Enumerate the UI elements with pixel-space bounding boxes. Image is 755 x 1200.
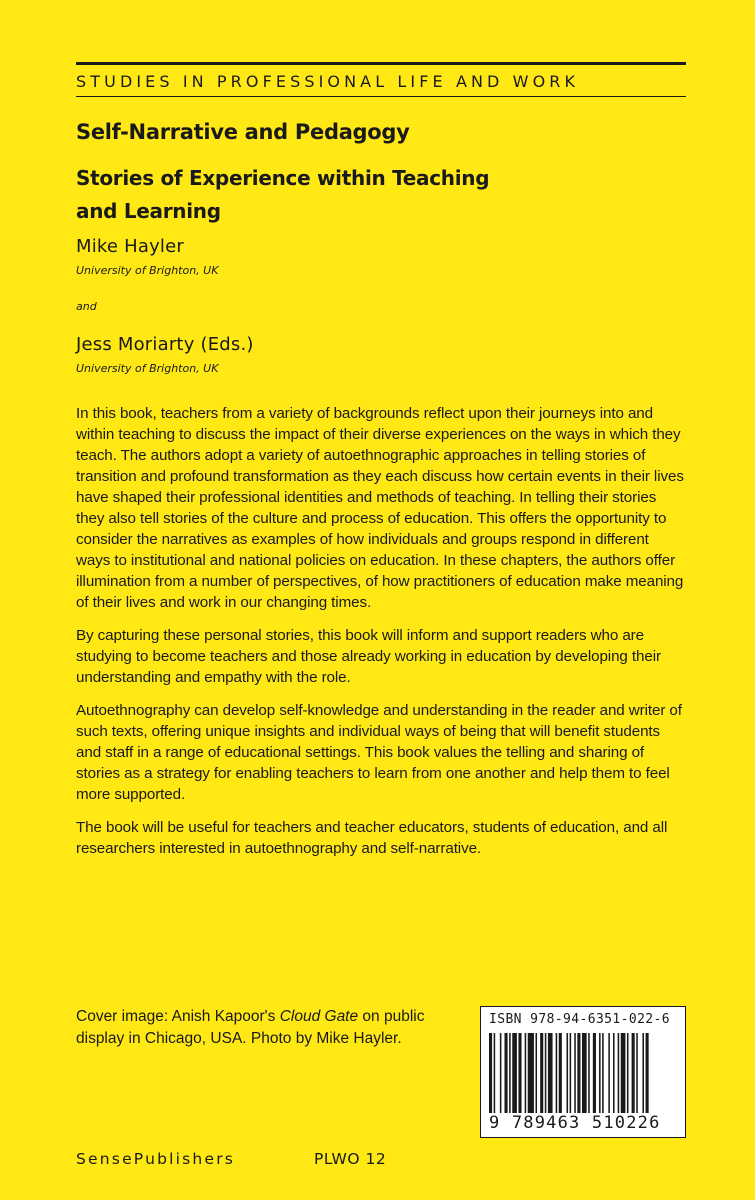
barcode-bar bbox=[518, 1033, 521, 1113]
barcode-image bbox=[487, 1033, 681, 1113]
bottom-rule bbox=[76, 96, 686, 97]
barcode-bar bbox=[512, 1033, 517, 1113]
barcode-bar bbox=[500, 1033, 502, 1113]
barcode-bar bbox=[582, 1033, 587, 1113]
description-paragraph: Autoethnography can develop self-knowledge and understanding in the reader and writer of such texts, offering unique insights and individual ways of being that will benefit students and staff in a range of educational settings. This book values the telling and sharing of stories as a strategy for enabling teachers to learn from one another and help them to feel more supported. bbox=[76, 702, 682, 803]
author-name-2: Jess Moriarty (Eds.) bbox=[76, 334, 254, 355]
barcode-bar bbox=[509, 1033, 511, 1113]
book-description bbox=[76, 403, 686, 871]
cover-image-credit bbox=[76, 1006, 456, 1050]
barcode-bar bbox=[528, 1033, 534, 1113]
barcode-bar bbox=[618, 1033, 620, 1113]
credit-artwork-title: Cloud Gate bbox=[279, 1008, 359, 1025]
barcode-bar bbox=[642, 1033, 644, 1113]
barcode-bar bbox=[505, 1033, 508, 1113]
author-name-1: Mike Hayler bbox=[76, 236, 185, 257]
barcode-bar bbox=[570, 1033, 572, 1113]
barcode-bar bbox=[613, 1033, 615, 1113]
barcode-bar bbox=[599, 1033, 601, 1113]
barcode-bar bbox=[545, 1033, 547, 1113]
publisher-name: SensePublishers bbox=[76, 1150, 236, 1168]
subtitle-line-2: and Learning bbox=[76, 199, 221, 223]
barcode-bar bbox=[536, 1033, 538, 1113]
barcode-bar bbox=[636, 1033, 638, 1113]
barcode-bar bbox=[627, 1033, 629, 1113]
series-header bbox=[76, 62, 686, 97]
credit-prefix: Cover image: Anish Kapoor's bbox=[76, 1008, 280, 1025]
barcode-bar bbox=[588, 1033, 590, 1113]
barcode-bar bbox=[608, 1033, 610, 1113]
series-title: STUDIES IN PROFESSIONAL LIFE AND WORK bbox=[76, 72, 580, 91]
author-affiliation-2: University of Brighton, UK bbox=[76, 362, 219, 375]
barcode-bar bbox=[494, 1033, 496, 1113]
subtitle-line-1: Stories of Experience within Teaching bbox=[76, 166, 490, 190]
barcode-bar bbox=[548, 1033, 553, 1113]
barcode-bar bbox=[621, 1033, 626, 1113]
description-paragraph: In this book, teachers from a variety of backgrounds reflect upon their journeys into and within teaching to discuss the impact of their diverse experiences on the ways in which they teach. The authors adopt a variety of autoethnographic approaches in telling stories of transition and profound transformation as they each discuss how certain events in their lives have shaped their professional identities and methods of teaching. In telling their stories they also tell stories of the culture and process of education. This offers the opportunity to consider the narratives as examples of how individuals and groups respond in different ways to institutional and national policies on education. In these chapters, the authors offer illumination from a number of perspectives, of how practitioners of education make meaning of their lives and work in our changing times. bbox=[76, 405, 684, 611]
isbn-label: ISBN 978-94-6351-022-6 bbox=[489, 1012, 670, 1027]
isbn-barcode-box bbox=[480, 1006, 686, 1138]
barcode-bar bbox=[632, 1033, 635, 1113]
description-paragraph: The book will be useful for teachers and teacher educators, students of education, and all researchers interested in autoethnography and self-narrative. bbox=[76, 819, 668, 857]
author-affiliation-1: University of Brighton, UK bbox=[76, 264, 219, 277]
barcode-bar bbox=[559, 1033, 562, 1113]
credit-suffix: on public display in Chicago, USA. Photo by Mike Hayler. bbox=[76, 1008, 425, 1047]
and-connector: and bbox=[76, 300, 97, 313]
description-paragraph: By capturing these personal stories, this book will inform and support readers who are studying to become teachers and those already working in education by developing their understanding and empathy with the role. bbox=[76, 627, 661, 686]
barcode-bar bbox=[593, 1033, 596, 1113]
barcode-bar bbox=[602, 1033, 604, 1113]
barcode-bar bbox=[646, 1033, 649, 1113]
barcode-bar bbox=[540, 1033, 543, 1113]
barcode-bar bbox=[567, 1033, 569, 1113]
book-subtitle bbox=[76, 162, 576, 228]
series-code: PLWO 12 bbox=[314, 1150, 387, 1168]
barcode-bar bbox=[525, 1033, 527, 1113]
barcode-bar bbox=[574, 1033, 576, 1113]
barcode-bar bbox=[556, 1033, 558, 1113]
barcode-bar bbox=[489, 1033, 492, 1113]
barcode-bar bbox=[577, 1033, 580, 1113]
barcode-digits: 9 789463 510226 bbox=[489, 1113, 661, 1133]
book-title: Self-Narrative and Pedagogy bbox=[76, 120, 410, 144]
